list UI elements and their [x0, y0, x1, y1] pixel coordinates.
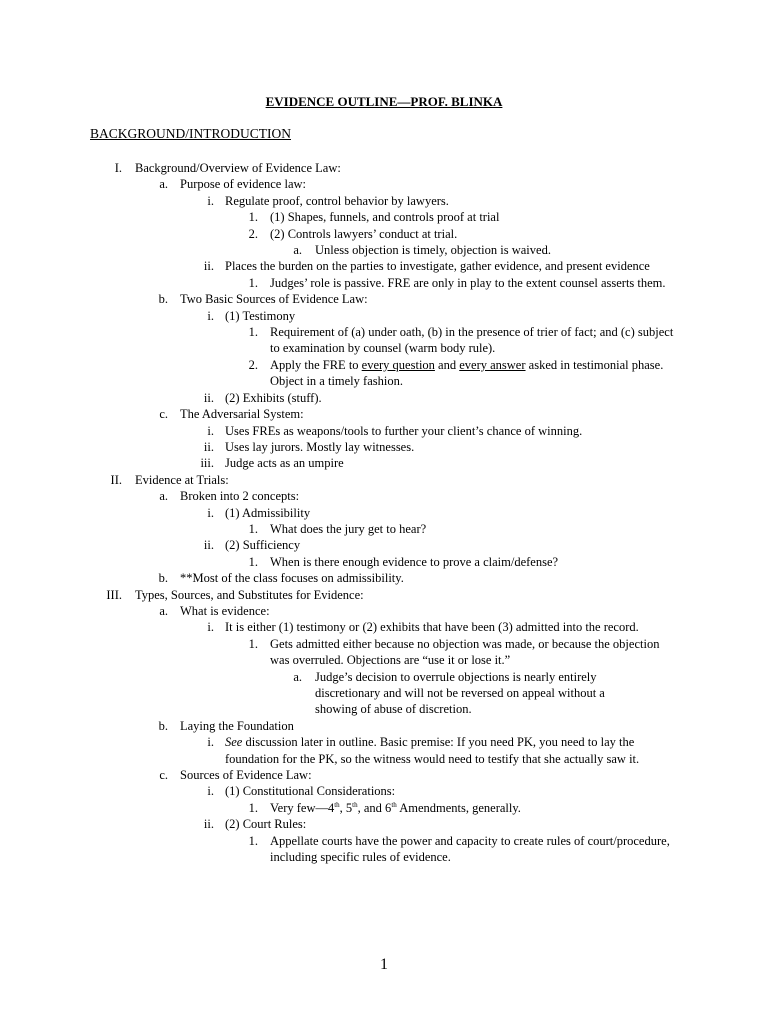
item-marker: ii. — [203, 538, 214, 553]
item-text: (2) Sufficiency — [225, 538, 301, 553]
item-marker: ii. — [203, 390, 214, 405]
item-text: Unless objection is timely, objection is waived. — [315, 243, 551, 258]
item-text: (2) Court Rules: — [225, 817, 307, 832]
item-text: The Adversarial System: — [180, 407, 304, 422]
outline-item — [0, 209, 768, 225]
item-marker: 1. — [248, 554, 258, 569]
item-text: It is either (1) testimony or (2) exhibits that have been (3) admitted into the record. — [225, 620, 639, 635]
item-marker: 1. — [248, 636, 258, 651]
item-marker: 1. — [248, 275, 258, 290]
item-marker: i. — [207, 735, 214, 750]
item-text: (1) Testimony — [225, 308, 296, 323]
item-text: Places the burden on the parties to investigate, gather evidence, and present evidence — [225, 259, 650, 274]
item-marker: a. — [159, 177, 168, 192]
item-marker: c. — [159, 407, 168, 422]
item-text: Appellate courts have the power and capacity to create rules of court/procedure, including specific rules of evidence. — [270, 833, 670, 865]
item-text: (1) Shapes, funnels, and controls proof at trial — [270, 210, 500, 225]
outline — [0, 160, 768, 865]
item-text: (2) Exhibits (stuff). — [225, 390, 322, 405]
item-text: Purpose of evidence law: — [180, 177, 307, 192]
italic-text: See — [225, 735, 243, 750]
outline-item — [0, 176, 768, 192]
outline-item — [0, 258, 768, 274]
outline-item — [0, 669, 768, 718]
item-marker: b. — [158, 571, 168, 586]
document-title: EVIDENCE OUTLINE—PROF. BLINKA — [265, 94, 503, 109]
item-marker: III. — [106, 587, 122, 602]
item-marker: i. — [207, 193, 214, 208]
item-marker: 2. — [248, 357, 258, 372]
outline-item — [0, 226, 768, 242]
outline-item — [0, 800, 768, 816]
outline-item — [0, 718, 768, 734]
outline-item — [0, 783, 768, 799]
item-marker: ii. — [203, 817, 214, 832]
outline-item — [0, 423, 768, 439]
outline-item — [0, 160, 768, 176]
item-marker: 1. — [248, 833, 258, 848]
item-marker: ii. — [203, 439, 214, 454]
outline-item — [0, 603, 768, 619]
item-marker: 1. — [248, 800, 258, 815]
item-text: (1) Constitutional Considerations: — [225, 784, 396, 799]
outline-item — [0, 521, 768, 537]
item-text: When is there enough evidence to prove a claim/defense? — [270, 554, 559, 569]
item-text: Requirement of (a) under oath, (b) in the presence of trier of fact; and (c) subject to examination by counsel (warm body rule). — [270, 325, 674, 356]
outline-item — [0, 619, 768, 635]
item-text: (2) Controls lawyers’ conduct at trial. — [270, 226, 458, 241]
underlined-text: every question — [361, 357, 435, 372]
outline-item — [0, 816, 768, 832]
outline-item — [0, 472, 768, 488]
item-marker: I. — [114, 161, 122, 175]
outline-item — [0, 275, 768, 291]
outline-item — [0, 439, 768, 455]
item-text: Uses lay jurors. Mostly lay witnesses. — [225, 439, 415, 454]
outline-item — [0, 833, 768, 866]
item-text: Gets admitted either because no objection was made, or because the objection was overruled. Objections are “use it or lose it.” — [270, 636, 660, 668]
item-text: Background/Overview of Evidence Law: — [135, 161, 341, 175]
item-marker: c. — [159, 768, 168, 783]
item-text: Judge’s decision to overrule objections is nearly entirely discretionary and will not be reversed on appeal without a showing of abuse of discretion. — [315, 669, 605, 717]
item-text: **Most of the class focuses on admissibility. — [180, 571, 404, 586]
item-marker: i. — [207, 308, 214, 323]
outline-item — [0, 734, 768, 767]
item-marker: iii. — [200, 456, 214, 471]
item-text: Apply the FRE to every question and every answer asked in testimonial phase. Object in a timely fashion. — [270, 357, 664, 389]
item-marker: 2. — [248, 226, 258, 241]
outline-item — [0, 406, 768, 422]
outline-item — [0, 455, 768, 471]
item-text: Broken into 2 concepts: — [180, 489, 300, 504]
item-text: Judge acts as an umpire — [225, 456, 344, 471]
item-marker: b. — [158, 718, 168, 733]
outline-item — [0, 488, 768, 504]
underlined-text: every answer — [459, 357, 526, 372]
item-marker: i. — [207, 423, 214, 438]
item-marker: 1. — [248, 210, 258, 225]
item-text: (1) Admissibility — [225, 505, 311, 520]
outline-item — [0, 390, 768, 406]
outline-item — [0, 636, 768, 669]
item-marker: 1. — [248, 325, 258, 340]
outline-item — [0, 357, 768, 390]
outline-item — [0, 324, 768, 357]
item-marker: i. — [207, 505, 214, 520]
item-marker: a. — [159, 603, 168, 618]
outline-item — [0, 308, 768, 324]
outline-item — [0, 242, 768, 258]
outline-item — [0, 554, 768, 570]
item-marker: a. — [293, 243, 302, 258]
item-text: Evidence at Trials: — [135, 472, 229, 487]
outline-item — [0, 537, 768, 553]
item-text: Very few—4th, 5th, and 6th Amendments, generally. — [270, 800, 521, 815]
page-number: 1 — [380, 956, 388, 973]
outline-item — [0, 193, 768, 209]
outline-item — [0, 570, 768, 586]
item-marker: 1. — [248, 521, 258, 536]
item-marker: ii. — [203, 259, 214, 274]
item-text: Types, Sources, and Substitutes for Evidence: — [135, 587, 364, 602]
item-marker: i. — [207, 784, 214, 799]
item-text: Regulate proof, control behavior by lawyers. — [225, 193, 449, 208]
item-text: What is evidence: — [180, 603, 270, 618]
outline-item — [0, 767, 768, 783]
item-text: See discussion later in outline. Basic premise: If you need PK, you need to lay the foundation for the PK, so the witness would need to testify that she actually saw it. — [225, 735, 640, 766]
item-text: Sources of Evidence Law: — [180, 768, 312, 783]
item-text: What does the jury get to hear? — [270, 521, 427, 536]
item-marker: i. — [207, 620, 214, 635]
outline-item — [0, 291, 768, 307]
item-text: Judges’ role is passive. FRE are only in play to the extent counsel asserts them. — [270, 275, 666, 290]
item-marker: a. — [293, 669, 302, 684]
item-text: Uses FREs as weapons/tools to further your client’s chance of winning. — [225, 423, 583, 438]
item-marker: II. — [110, 472, 122, 487]
item-marker: a. — [159, 489, 168, 504]
outline-item — [0, 505, 768, 521]
item-text: Laying the Foundation — [180, 718, 294, 733]
section-heading: BACKGROUND/INTRODUCTION — [90, 126, 291, 141]
item-text: Two Basic Sources of Evidence Law: — [180, 292, 368, 307]
outline-item — [0, 587, 768, 603]
item-marker: b. — [158, 292, 168, 307]
